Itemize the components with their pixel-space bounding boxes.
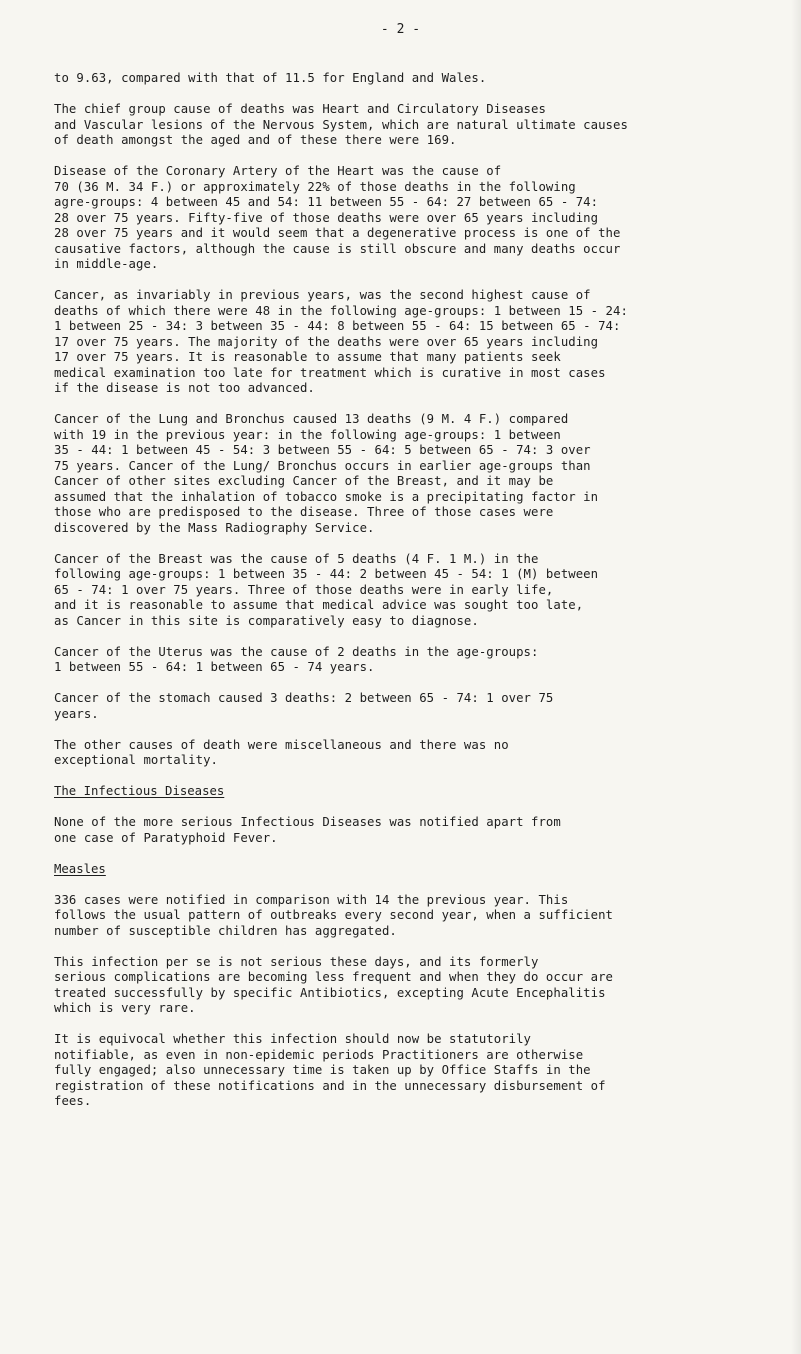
- heading-measles: Measles: [54, 861, 106, 876]
- page-edge-shadow: [791, 0, 801, 1354]
- paragraph-breast-cancer: Cancer of the Breast was the cause of 5 deaths (4 F. 1 M.) in the following age-groups: 1 between 35 - 44: 2 between 45 - 54: 1 (M) between 65 - 74: 1 over 75 years. Three of those deaths were in early life, and it is reasonable to assume that medical advice was sought too late, as Cancer in this site is comparatively easy to diagnose.: [54, 551, 599, 628]
- paragraph-heart-circulatory: The chief group cause of deaths was Heart and Circulatory Diseases and Vascular lesions of the Nervous System, which are natural ultimate causes of death amongst the aged and of these there were 169.: [54, 102, 628, 147]
- paragraph-lung-cancer: Cancer of the Lung and Bronchus caused 13 deaths (9 M. 4 F.) compared with 19 in the previous year: in the following age-groups: 1 between 35 - 44: 1 between 45 - 54: 3 between 55 - 64: 5 between 65 - 74: 3 over 75 years. Cancer of the Lung/ Bronchus occurs in earlier age-groups than Cancer of other sites excluding Cancer of the Breast, and it may be assumed that the inhalation of tobacco smoke is a precipitating factor in those who are predisposed to the disease. Three of those cases were discovered by the Mass Radiography Service.: [54, 412, 599, 535]
- paragraph-cancer: Cancer, as invariably in previous years, was the second highest cause of deaths of which there were 48 in the following age-groups: 1 between 15 - 24: 1 between 25 - 34: 3 between 35 - 44: 8 between 55 - 64: 15 between 65 - 74: 17 over 75 years. The majority of the deaths were over 65 years including 17 over 75 years. It is reasonable to assume that many patients seek medical examination too late for treatment which is curative in most cases if the disease is not too advanced.: [54, 288, 628, 395]
- paragraph-measles-notification: It is equivocal whether this infection should now be statutorily notifiable, as even in non-epidemic periods Practitioners are otherwise fully engaged; also unnecessary time is taken up by Office Staffs in the registration of these notifications and in the unnecessary disbursement of fees.: [54, 1032, 606, 1108]
- paragraph-intro: to 9.63, compared with that of 11.5 for England and Wales.: [54, 71, 487, 85]
- heading-infectious-diseases: The Infectious Diseases: [54, 784, 225, 798]
- paragraph-measles-complications: This infection per se is not serious these days, and its formerly serious complications are becoming less frequent and when they do occur are treated successfully by specific Antibiotics, excepting Acute Encephalitis which is very rare.: [54, 954, 614, 1015]
- paragraph-other-causes: The other causes of death were miscellaneous and there was no exceptional mortality.: [54, 737, 509, 767]
- paragraph-stomach-cancer: Cancer of the stomach caused 3 deaths: 2 between 65 - 74: 1 over 75 years.: [54, 691, 554, 721]
- paragraph-uterus-cancer: Cancer of the Uterus was the cause of 2 deaths in the age-groups: 1 between 55 - 64: 1 between 65 - 74 years.: [54, 644, 539, 674]
- paragraph-infectious: None of the more serious Infectious Diseases was notified apart from one case of Paratyphoid Fever.: [54, 815, 561, 845]
- report-body: [54, 71, 794, 1125]
- paragraph-measles-cases: 336 cases were notified in comparison with 14 the previous year. This follows the usual pattern of outbreaks every second year, when a sufficient number of susceptible children has aggregated.: [54, 892, 614, 938]
- page-number: - 2 -: [380, 22, 421, 37]
- paragraph-coronary: Disease of the Coronary Artery of the Heart was the cause of 70 (36 M. 34 F.) or approximately 22% of those deaths in the following agre-groups: 4 between 45 and 54: 11 between 55 - 64: 27 between 65 - 74: 28 over 75 years. Fifty-five of those deaths were over 65 years including 28 over 75 years and it would seem that a degenerative process is one of the causative factors, although the cause is still obscure and many deaths occur in middle-age.: [54, 164, 621, 271]
